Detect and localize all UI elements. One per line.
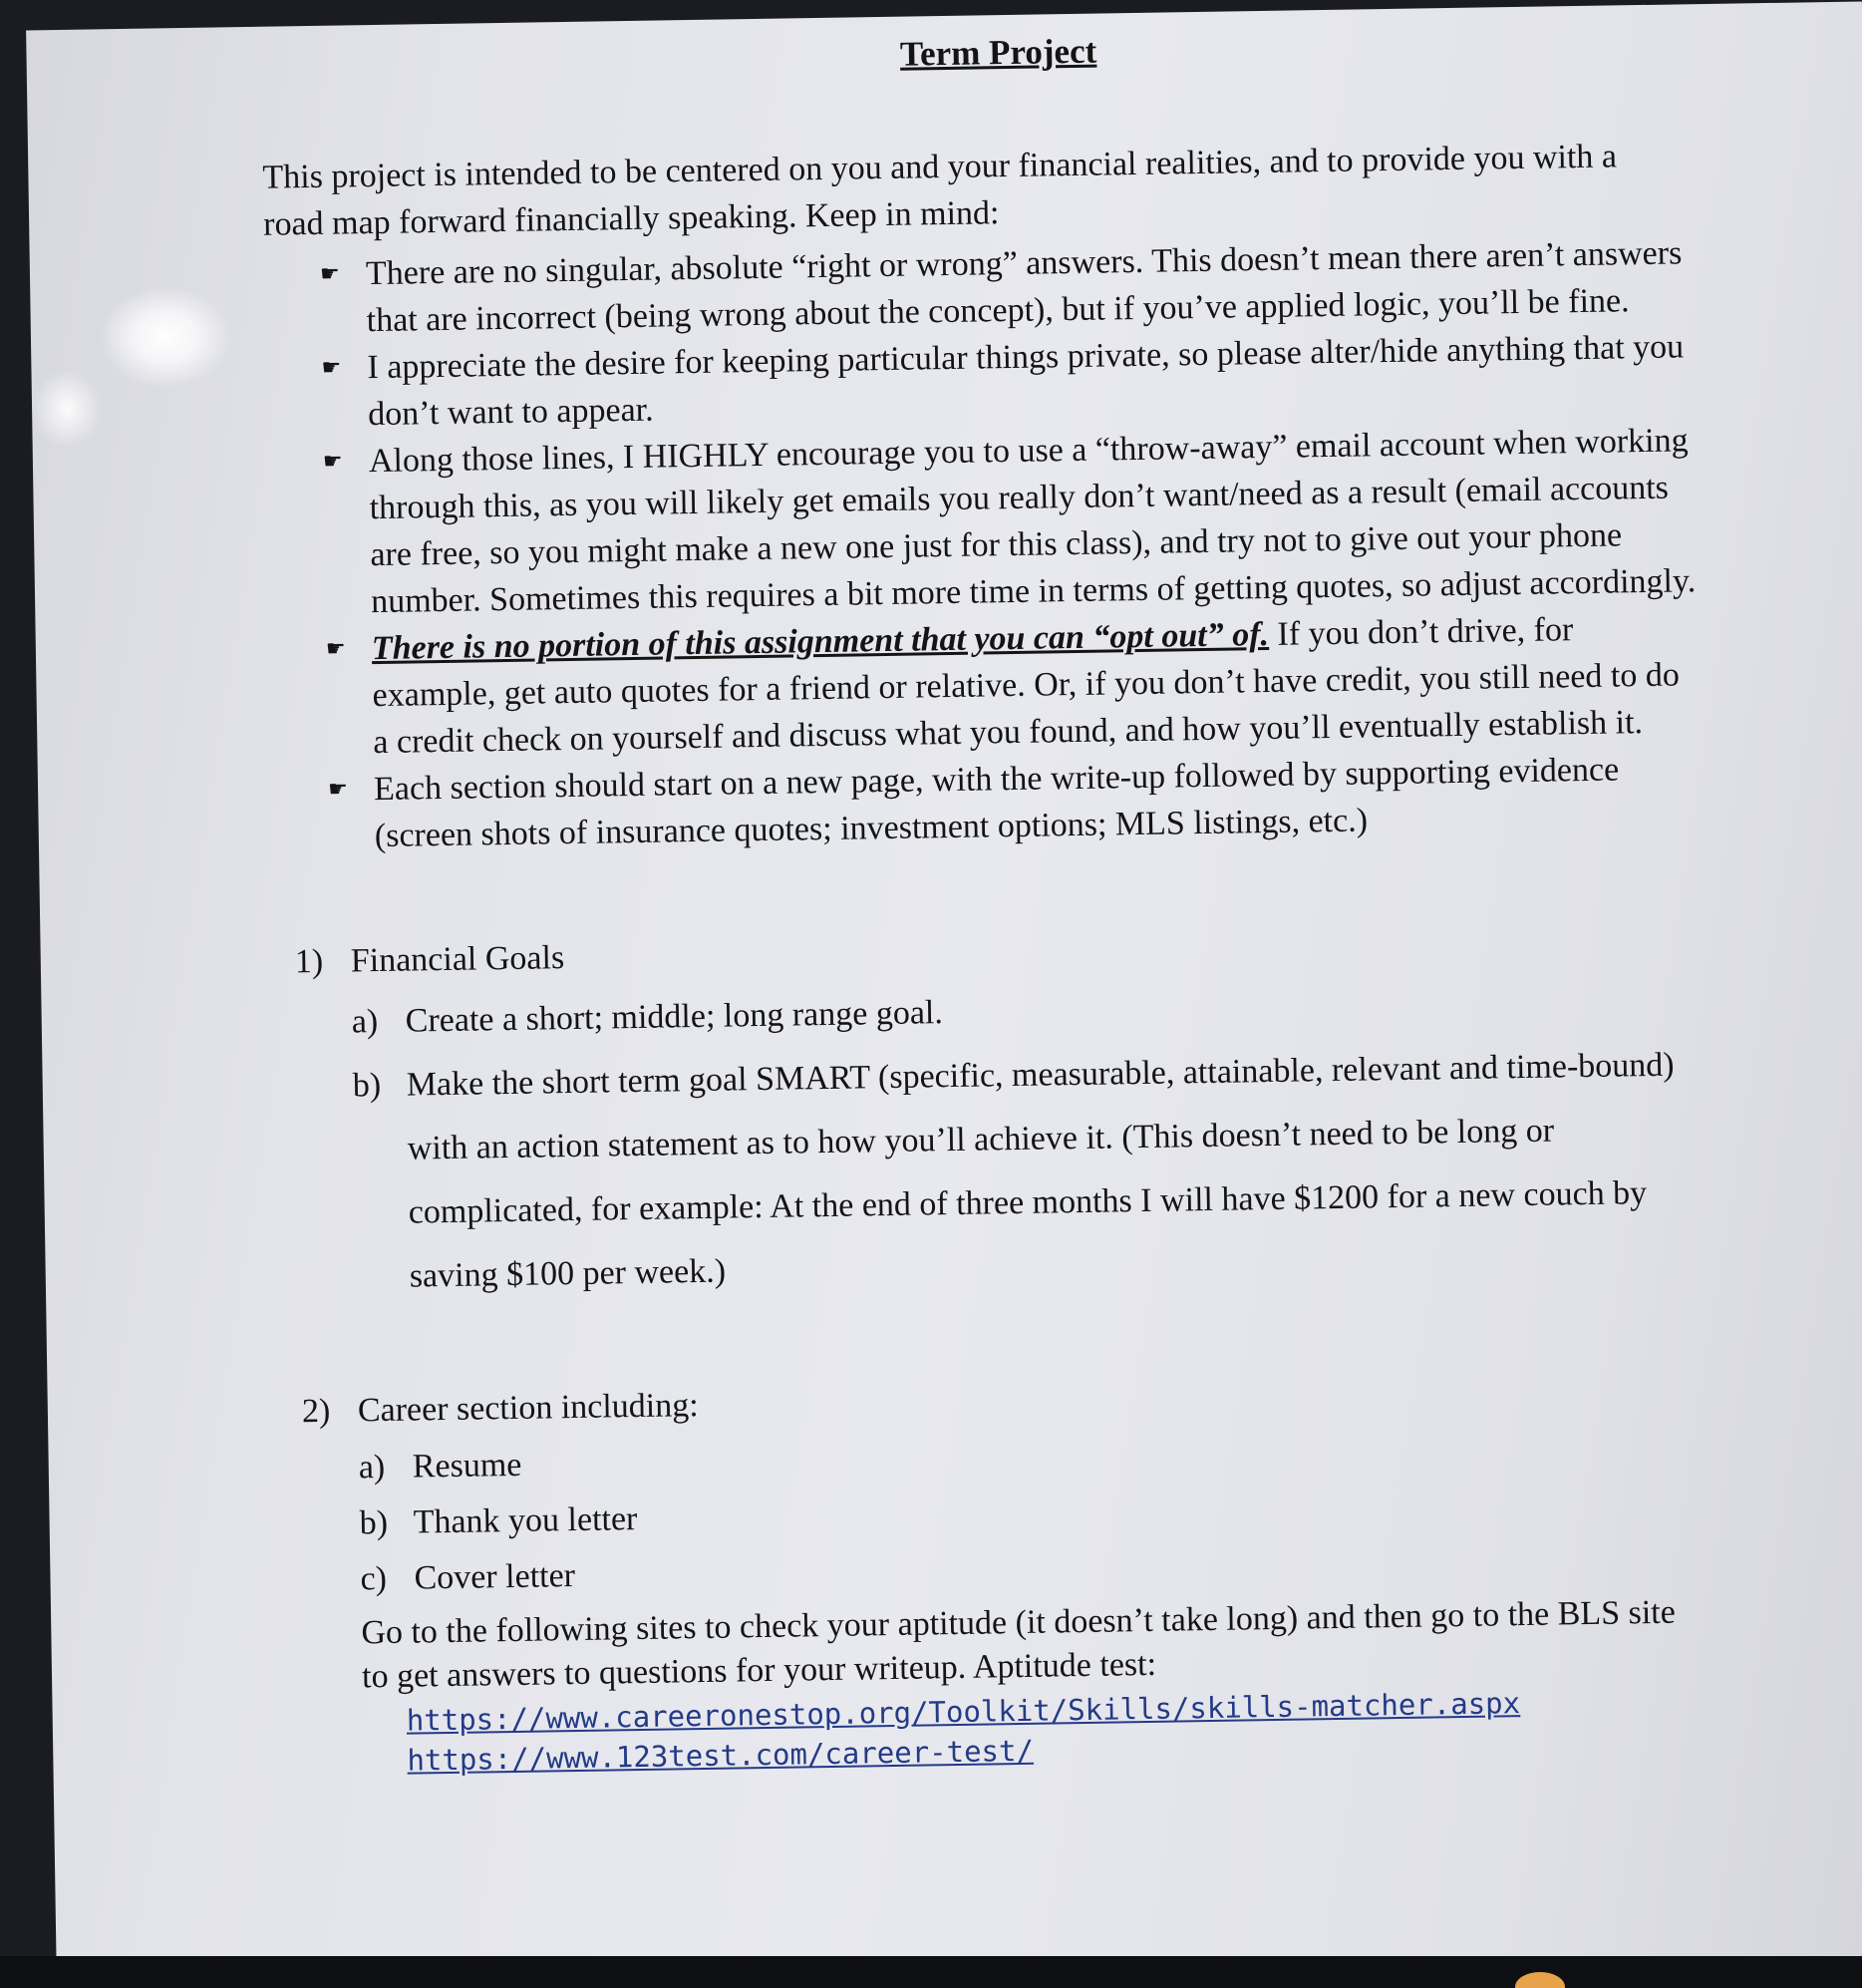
item-letter: a) bbox=[358, 1448, 386, 1487]
section-items bbox=[302, 1419, 1739, 1609]
bullet-text: There are no singular, absolute “right or wrong” answers. This doesn’t mean there aren’t answers that are incorrect (being wrong about the concept), but if you’ve applied logic, you’ll be fine. bbox=[365, 234, 1683, 340]
item-letter: b) bbox=[352, 1067, 382, 1105]
section-heading-text: Financial Goals bbox=[350, 939, 565, 980]
section-item bbox=[352, 1033, 1706, 1309]
pointing-hand-icon: ☛ bbox=[327, 777, 349, 803]
section-financial-goals bbox=[264, 916, 1735, 1311]
bullet-item bbox=[324, 604, 1700, 767]
section-heading-text: Career section including: bbox=[357, 1387, 699, 1430]
intro-paragraph: This project is intended to be centered on you and your financial realities, and to provide you with a road map forward financially speaking. Keep in mind: bbox=[262, 138, 1618, 243]
monitor-bezel-bottom bbox=[0, 1956, 1862, 1988]
item-text: Create a short; middle; long range goal. bbox=[405, 994, 944, 1040]
bullet-text: I appreciate the desire for keeping particular things private, so please alter/hide anything that you don’t want to appear. bbox=[367, 328, 1685, 434]
bullet-text: Along those lines, I HIGHLY encourage you to use a “throw-away” email account when working through this, as you will likely get emails you really don’t want/need as a result (email accounts are free, so you might make a new one just for this class), and try not to give out your phone number. Sometimes this requires a bit more time in terms of getting quotes, so adjust accordingly. bbox=[368, 422, 1697, 621]
section-items bbox=[295, 969, 1735, 1311]
section-number: 1) bbox=[294, 942, 324, 981]
document-content bbox=[250, 22, 1742, 1783]
section-career bbox=[272, 1366, 1743, 1783]
keep-in-mind-list bbox=[254, 229, 1728, 861]
document-page bbox=[26, 2, 1862, 1988]
123test-link[interactable]: https://www.123test.com/career-test/ bbox=[407, 1733, 1035, 1778]
item-letter: b) bbox=[359, 1503, 389, 1542]
bullet-item bbox=[321, 417, 1698, 626]
pointing-hand-icon: ☛ bbox=[321, 355, 342, 381]
item-text: Make the short term goal SMART (specific, measurable, attainable, relevant and time-bound) with an action statement as to how you’ll achieve it. (This doesn’t need to be long or complicated, for example: At the end of three months I will have $1200 for a new couch by saving $100 per week.) bbox=[406, 1046, 1675, 1295]
bullet-emphasis: There is no portion of this assignment that you can “opt out” of. bbox=[371, 615, 1270, 668]
bullet-text: Each section should start on a new page, with the write-up followed by supporting evidence (screen shots of insurance quotes; investment options; MLS listings, etc.) bbox=[373, 751, 1620, 855]
pointing-hand-icon: ☛ bbox=[319, 261, 340, 287]
item-letter: c) bbox=[360, 1559, 388, 1598]
document-title: Term Project bbox=[899, 31, 1097, 74]
aptitude-note: Go to the following sites to check your aptitude (it doesn’t take long) and then go to the BLS site to get answers to questions for your writeup. Aptitude test: bbox=[361, 1593, 1677, 1696]
item-text: Thank you letter bbox=[413, 1500, 638, 1541]
light-glare-secondary bbox=[31, 368, 102, 449]
bullet-text: If you don’t drive, for example, get auto quotes for a friend or relative. Or, if you don’t have credit, you still need to do a credit check on yourself and discuss what you found, and how you’ll eventually establish it. bbox=[372, 611, 1681, 762]
section-number: 2) bbox=[301, 1392, 331, 1431]
pointing-hand-icon: ☛ bbox=[322, 449, 343, 475]
light-glare bbox=[100, 286, 231, 388]
careeronestop-link[interactable]: https://www.careeronestop.org/Toolkit/Skills/skills-matcher.aspx bbox=[406, 1686, 1521, 1738]
item-letter: a) bbox=[351, 1003, 379, 1041]
item-text: Cover letter bbox=[414, 1557, 576, 1597]
item-text: Resume bbox=[412, 1446, 522, 1486]
pointing-hand-icon: ☛ bbox=[325, 636, 346, 662]
